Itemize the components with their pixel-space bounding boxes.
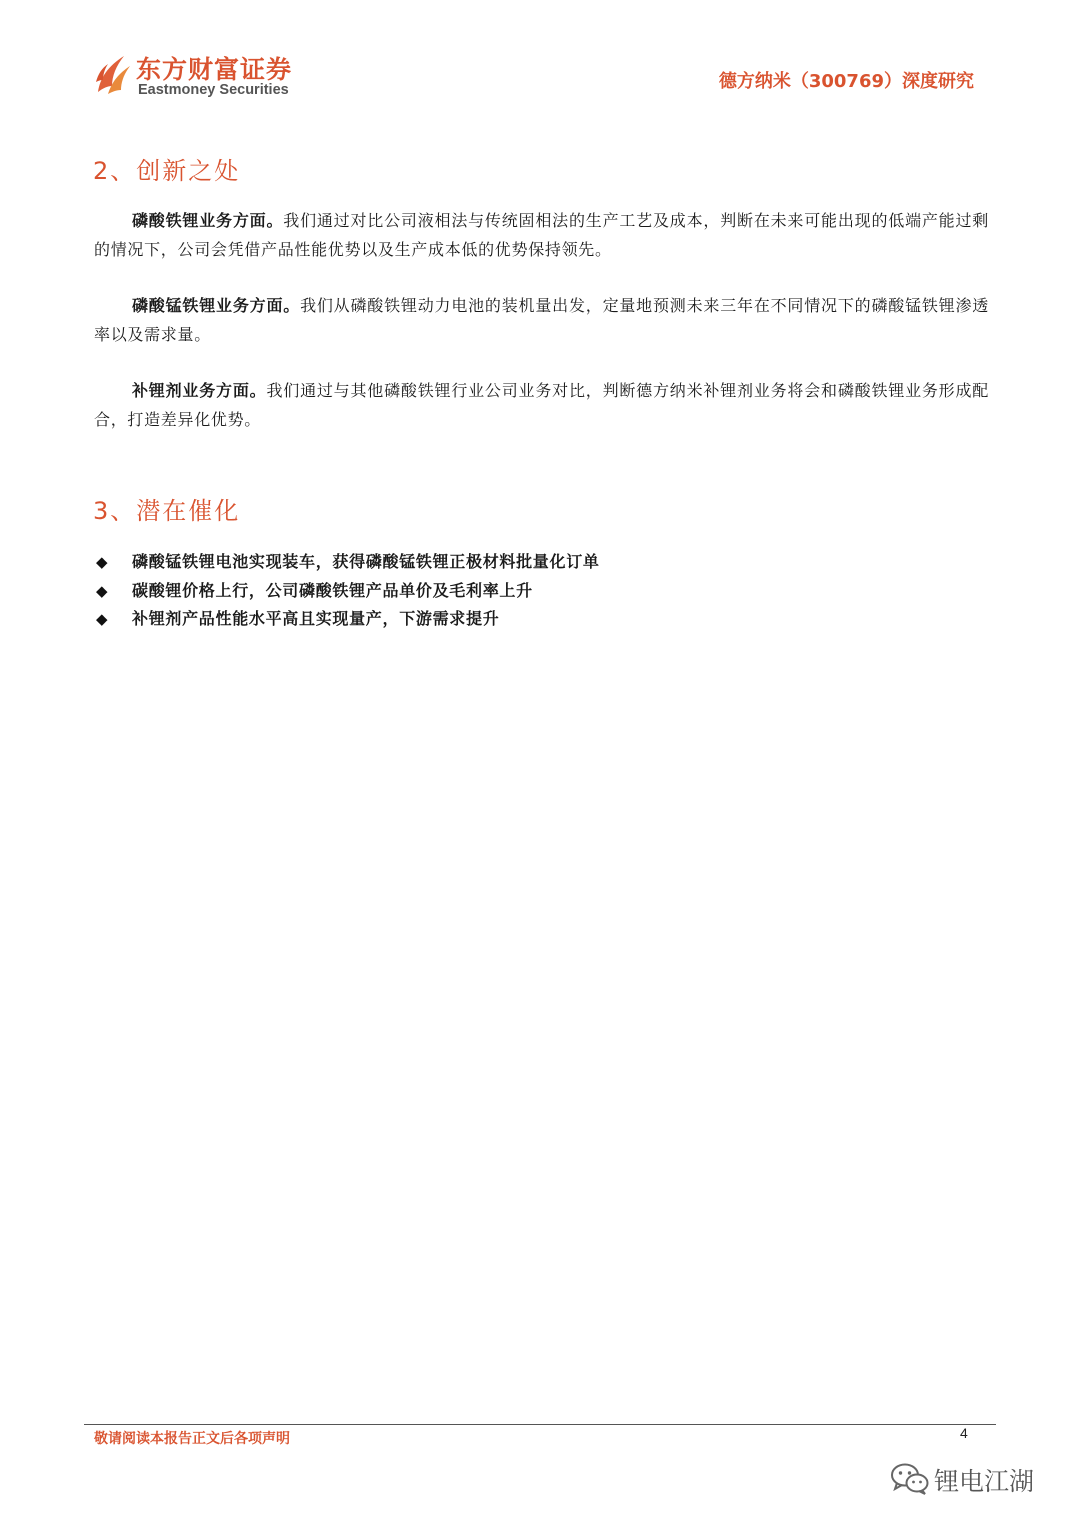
report-title: 德方纳米（300769）深度研究 bbox=[718, 71, 974, 92]
list-item bbox=[94, 577, 989, 606]
list-item bbox=[94, 605, 989, 634]
footer-divider bbox=[84, 1424, 996, 1425]
logo-text-en: Eastmoney Securities bbox=[138, 82, 289, 98]
paragraph-text: 我们从磷酸铁锂动力电池的装机量出发，定量地预测未来三年在不同情况下的磷酸锰铁锂渗透率以及需求量。 bbox=[94, 296, 989, 344]
flame-logo-icon bbox=[94, 52, 134, 96]
wechat-icon bbox=[890, 1462, 930, 1496]
paragraph-text: 我们通过与其他磷酸铁锂行业公司业务对比，判断德方纳米补锂剂业务将会和磷酸铁锂业务形成配合，打造差异化优势。 bbox=[94, 381, 989, 429]
list-item-text: 磷酸锰铁锂电池实现装车，获得磷酸锰铁锂正极材料批量化订单 bbox=[132, 552, 600, 571]
watermark-text: 锂电江湖 bbox=[934, 1467, 1035, 1496]
catalyst-list bbox=[94, 548, 989, 634]
list-item-text: 碳酸锂价格上行，公司磷酸铁锂产品单价及毛利率上升 bbox=[132, 580, 533, 600]
paragraph-text: 我们通过对比公司液相法与传统固相法的生产工艺及成本，判断在未来可能出现的低端产能过剩的情况下，公司会凭借产品性能优势以及生产成本低的优势保持领先。 bbox=[94, 211, 989, 259]
paragraph-lead: 磷酸铁锂业务方面。 bbox=[132, 211, 284, 230]
list-item bbox=[94, 548, 989, 577]
section-title-catalysts: 3、潜在催化 bbox=[93, 497, 241, 525]
watermark bbox=[890, 1460, 1060, 1500]
logo-text-cn: 东方财富证券 bbox=[136, 55, 293, 84]
page-number: 4 bbox=[960, 1425, 968, 1441]
diamond-bullet-icon: ◆ bbox=[96, 553, 108, 571]
paragraph-lithium-supplement bbox=[94, 377, 989, 434]
footer-disclaimer: 敬请阅读本报告正文后各项声明 bbox=[94, 1431, 290, 1447]
paragraph-lmfp bbox=[94, 292, 989, 349]
company-logo bbox=[94, 50, 334, 102]
diamond-bullet-icon: ◆ bbox=[96, 581, 108, 600]
diamond-bullet-icon: ◆ bbox=[96, 610, 108, 628]
list-item-text: 补锂剂产品性能水平高且实现量产，下游需求提升 bbox=[132, 609, 500, 628]
paragraph-lead: 补锂剂业务方面。 bbox=[132, 381, 267, 400]
paragraph-lfp bbox=[94, 207, 989, 264]
paragraph-lead: 磷酸锰铁锂业务方面。 bbox=[132, 296, 301, 315]
section-title-innovation: 2、创新之处 bbox=[93, 157, 241, 185]
